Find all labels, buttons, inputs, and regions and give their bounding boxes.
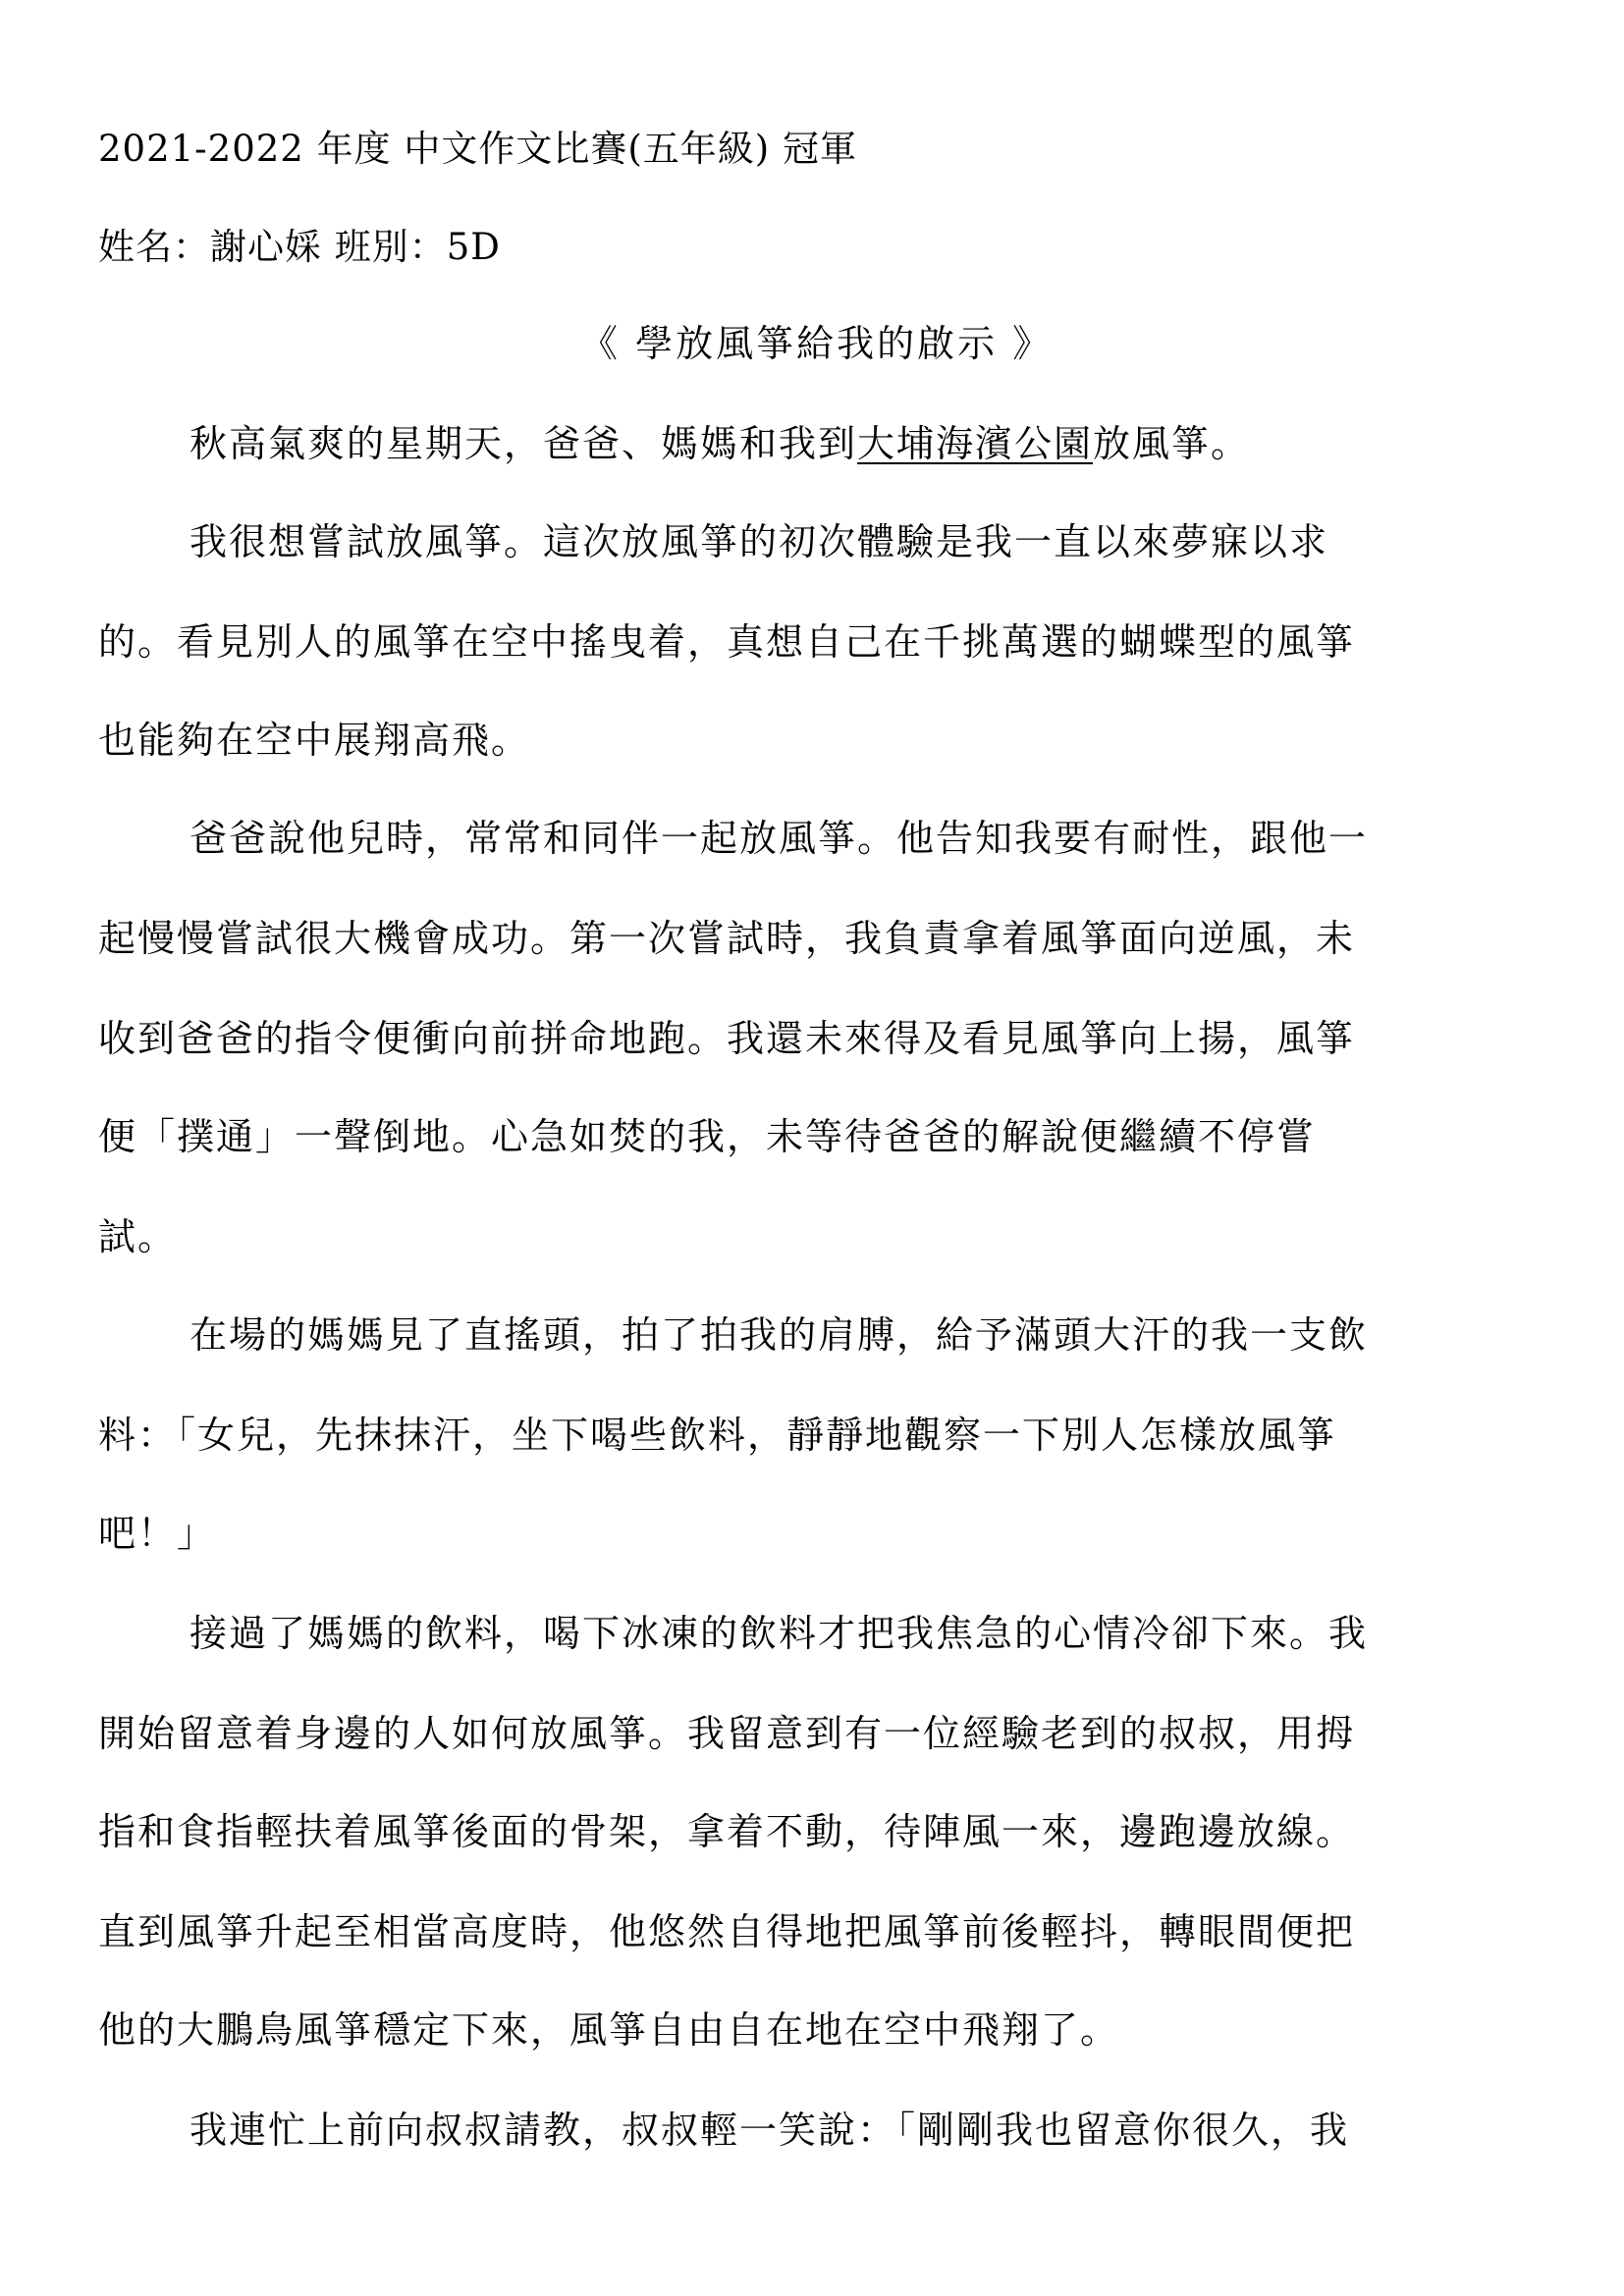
text-segment: 放風箏。 xyxy=(1093,422,1251,465)
paragraph-line: 的。看見別人的風箏在空中搖曳着，真想自己在千挑萬選的蝴蝶型的風箏 xyxy=(98,620,1356,664)
paragraph-line: 接過了媽媽的飲料，喝下冰凍的飲料才把我焦急的心情冷卻下來。我 xyxy=(189,1612,1369,1655)
paragraph-line: 他的大鵬鳥風箏穩定下來，風箏自由自在地在空中飛翔了。 xyxy=(98,2008,1120,2052)
paragraph-line: 料：「女兒，先抹抹汗，坐下喝些飲料，靜靜地觀察一下別人怎樣放風箏 xyxy=(98,1414,1337,1457)
paragraph-line: 收到爸爸的指令便衝向前拼命地跑。我還未來得及看見風箏向上揚，風箏 xyxy=(98,1017,1356,1060)
paragraph-line: 便「撲通」一聲倒地。心急如焚的我，未等待爸爸的解說便繼續不停嘗 xyxy=(98,1115,1317,1158)
essay-title: 《 學放風箏給我的啟示 》 xyxy=(580,322,1054,365)
paragraph-line: 我連忙上前向叔叔請教，叔叔輕一笑說：「剛剛我也留意你很久，我 xyxy=(189,2109,1350,2152)
paragraph-line: 起慢慢嘗試很大機會成功。第一次嘗試時，我負責拿着風箏面向逆風，未 xyxy=(98,917,1356,960)
paragraph-line: 在場的媽媽見了直搖頭，拍了拍我的肩膊，給予滿頭大汗的我一支飲 xyxy=(189,1313,1369,1357)
text-segment: 秋高氣爽的星期天，爸爸、媽媽和我到 xyxy=(189,422,858,465)
underlined-place-name: 大埔海濱公園 xyxy=(857,422,1094,465)
paragraph-line: 也能夠在空中展翔高飛。 xyxy=(98,719,531,762)
paragraph-line: 我很想嘗試放風箏。這次放風箏的初次體驗是我一直以來夢寐以求 xyxy=(189,520,1329,563)
paragraph-line xyxy=(189,420,1250,467)
student-info: 姓名：謝心婇 班別：5D xyxy=(98,226,501,268)
paragraph-line: 指和食指輕扶着風箏後面的骨架，拿着不動，待陣風一來，邊跑邊放線。 xyxy=(98,1810,1356,1853)
paragraph-line: 吧！」 xyxy=(98,1512,217,1555)
paragraph-line: 開始留意着身邊的人如何放風箏。我留意到有一位經驗老到的叔叔，用拇 xyxy=(98,1712,1356,1755)
paragraph-line: 直到風箏升起至相當高度時，他悠然自得地把風箏前後輕抖，轉眼間便把 xyxy=(98,1910,1356,1953)
paragraph-line: 試。 xyxy=(98,1215,178,1258)
paragraph-line: 爸爸說他兒時，常常和同伴一起放風箏。他告知我要有耐性，跟他一 xyxy=(189,817,1369,860)
competition-heading: 2021-2022 年度 中文作文比賽(五年級) 冠軍 xyxy=(98,128,857,170)
